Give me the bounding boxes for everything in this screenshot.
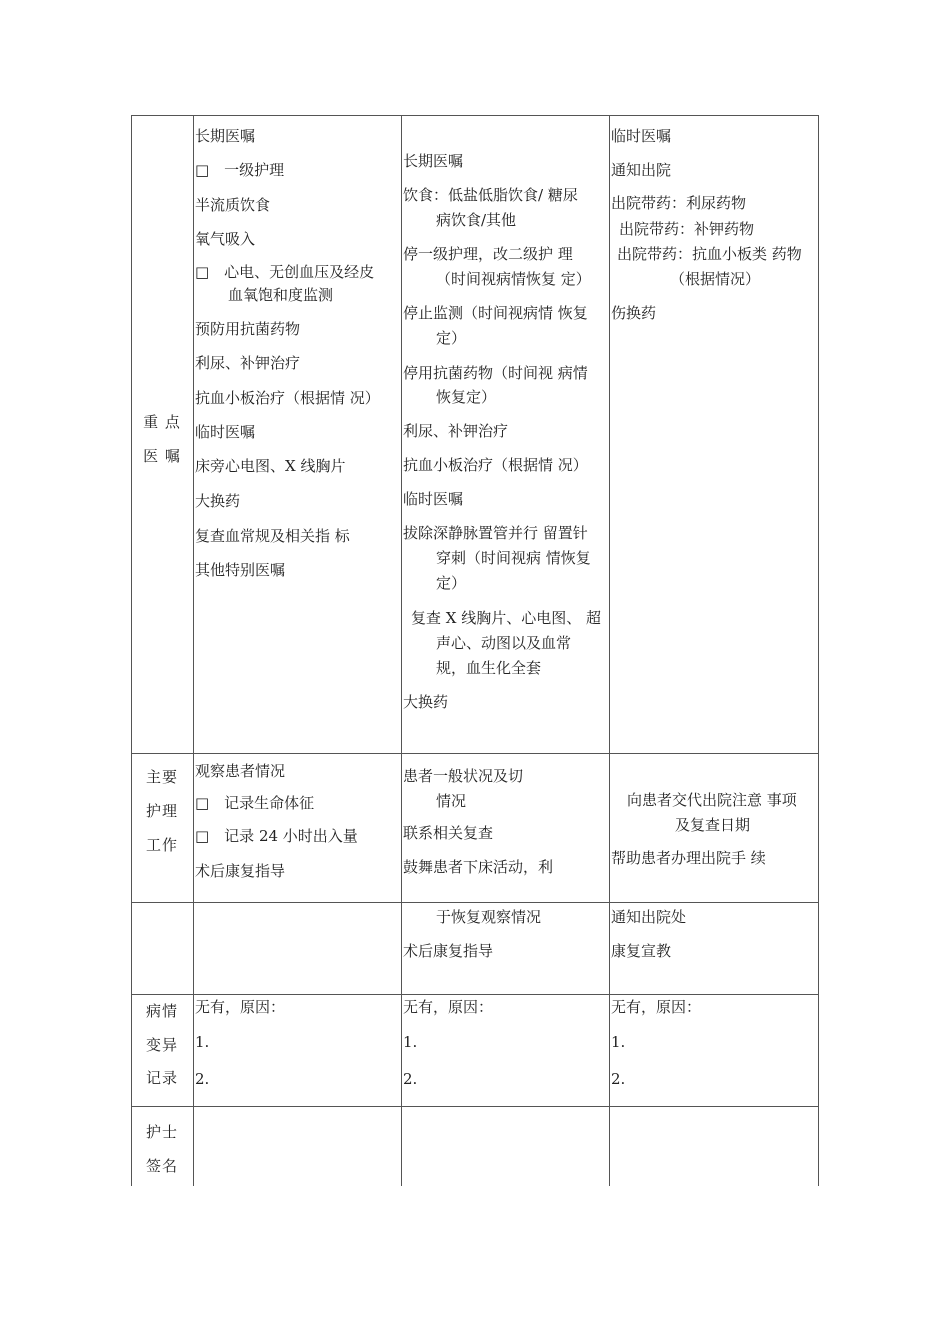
cell-text: 复查 X 线胸片、心电图、 超 [411, 609, 601, 627]
row-label-nursing-3: 工作 [145, 836, 178, 854]
variance-item: 2. [195, 1070, 210, 1088]
variance-item: 1. [195, 1033, 210, 1051]
cell-text: 半流质饮食 [195, 196, 271, 214]
variance-reason: 无有，原因： [611, 998, 702, 1016]
row-label-nursing-1: 主要 [145, 768, 178, 786]
column-divider [193, 115, 194, 1186]
cell-text: 通知出院 [611, 161, 672, 179]
cell-text: 联系相关复查 [403, 824, 494, 842]
row-label-signature-2: 签名 [145, 1157, 178, 1175]
cell-text: 复查血常规及相关指 标 [195, 527, 350, 545]
checkbox-item: □ 记录 24 小时出入量 [195, 827, 358, 845]
column-divider [609, 115, 610, 1186]
row-divider [131, 902, 819, 903]
cell-text: 饮食：低盐低脂饮食/ 糖尿 [403, 186, 578, 204]
cell-text: 病饮食/其他 [436, 211, 517, 229]
row-label-variance-3: 记录 [145, 1069, 178, 1087]
cell-text: 恢复定） [436, 388, 497, 406]
cell-text: 抗血小板治疗（根据情 况） [403, 456, 588, 474]
cell-text: 规，血生化全套 [436, 659, 542, 677]
cell-text: 床旁心电图、X 线胸片 [195, 457, 346, 475]
cell-text: 术后康复指导 [403, 942, 494, 960]
table-border-right [818, 115, 819, 1186]
cell-text: 帮助患者办理出院手 续 [611, 849, 766, 867]
cell-text: 拔除深静脉置管并行 留置针 [403, 524, 588, 542]
row-label-nursing-2: 护理 [145, 802, 178, 820]
cell-text: 定） [436, 329, 467, 347]
cell-text: 出院带药：利尿药物 [611, 194, 747, 212]
cell-text: 临时医嘱 [195, 423, 256, 441]
cell-text: 于恢复观察情况 [436, 908, 542, 926]
cell-text: 伤换药 [611, 304, 657, 322]
row-label-signature-1: 护士 [145, 1123, 178, 1141]
cell-text: 定） [436, 574, 467, 592]
cell-text: 利尿、补钾治疗 [403, 422, 509, 440]
column-divider [401, 115, 402, 1186]
cell-text: （根据情况） [670, 270, 761, 288]
row-label-variance-2: 变异 [145, 1036, 178, 1054]
cell-text: 鼓舞患者下床活动，利 [403, 858, 554, 876]
cell-text: 停一级护理，改二级护 理 [403, 245, 573, 263]
cell-text: 术后康复指导 [195, 862, 286, 880]
variance-reason: 无有，原因： [403, 998, 494, 1016]
cell-text: 观察患者情况 [195, 762, 286, 780]
row-label-key-orders-1: 重 点 [143, 413, 181, 431]
cell-text: 患者一般状况及切 [403, 767, 524, 785]
variance-item: 1. [403, 1033, 418, 1051]
cell-text: 临时医嘱 [611, 127, 672, 145]
row-divider [131, 753, 819, 754]
row-label-variance-1: 病情 [145, 1002, 178, 1020]
row-divider [131, 994, 819, 995]
checkbox-item: □ 一级护理 [195, 161, 285, 179]
cell-text: 预防用抗菌药物 [195, 320, 301, 338]
variance-item: 2. [403, 1070, 418, 1088]
cell-text: （时间视病情恢复 定） [436, 270, 591, 288]
cell-text: 出院带药：补钾药物 [619, 220, 755, 238]
cell-text: 停用抗菌药物（时间视 病情 [403, 364, 588, 382]
cell-text: 及复查日期 [675, 816, 751, 834]
cell-text: 通知出院处 [611, 908, 687, 926]
checkbox-item: □ 心电、无创血压及经皮 [195, 263, 375, 281]
checkbox-item: □ 记录生命体征 [195, 794, 315, 812]
row-divider [131, 1106, 819, 1107]
cell-text: 氧气吸入 [195, 230, 256, 248]
cell-text: 抗血小板治疗（根据情 况） [195, 389, 380, 407]
cell-text: 大换药 [195, 492, 241, 510]
cell-text: 穿刺（时间视病 情恢复 [436, 549, 591, 567]
cell-text: 出院带药：抗血小板类 药物 [617, 245, 802, 263]
cell-text: 康复宣教 [611, 942, 672, 960]
cell-text: 临时医嘱 [403, 490, 464, 508]
cell-text: 长期医嘱 [195, 127, 256, 145]
cell-text: 其他特别医嘱 [195, 561, 286, 579]
cell-text: 大换药 [403, 693, 449, 711]
table-border-top [131, 115, 819, 116]
cell-text: 血氧饱和度监测 [228, 286, 334, 304]
cell-text: 情况 [436, 792, 467, 810]
variance-item: 2. [611, 1070, 626, 1088]
cell-text: 声心、动图以及血常 [436, 634, 572, 652]
cell-text: 停止监测（时间视病情 恢复 [403, 304, 588, 322]
variance-reason: 无有，原因： [195, 998, 286, 1016]
cell-text: 向患者交代出院注意 事项 [627, 791, 797, 809]
variance-item: 1. [611, 1033, 626, 1051]
table-border-left [131, 115, 132, 1186]
row-label-key-orders-2: 医 嘱 [143, 447, 181, 465]
cell-text: 利尿、补钾治疗 [195, 354, 301, 372]
cell-text: 长期医嘱 [403, 152, 464, 170]
